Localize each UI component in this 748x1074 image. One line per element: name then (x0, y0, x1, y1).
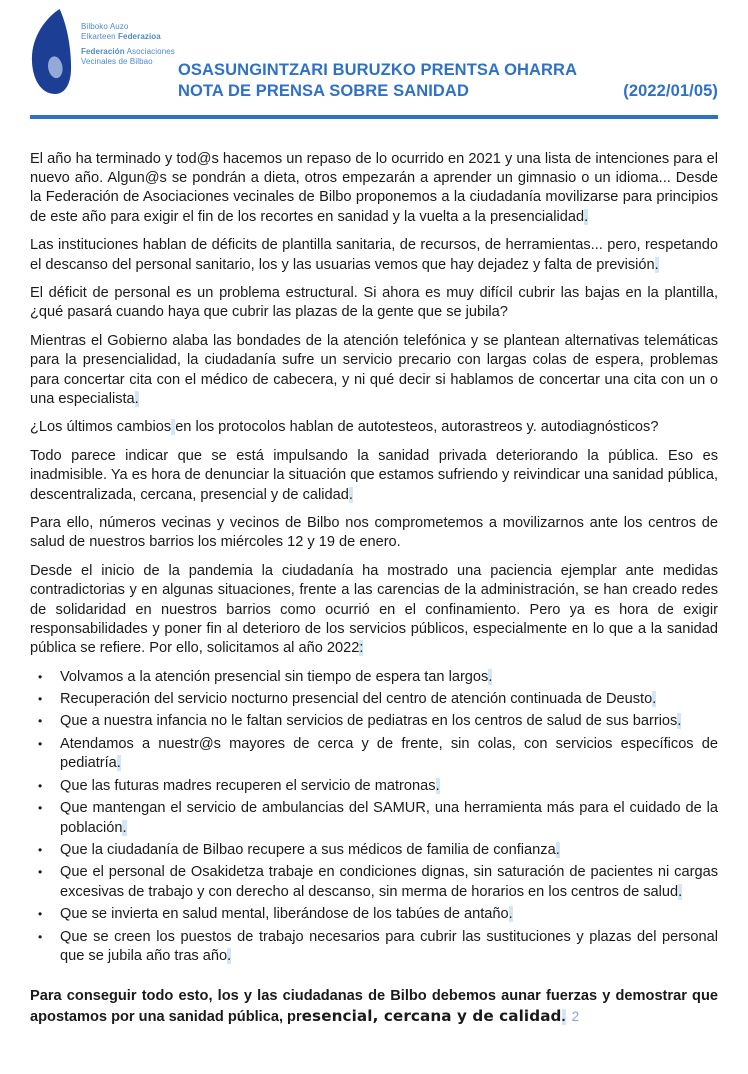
logo-text-basque: Bilboko Auzo Elkarteen Federazioa (81, 22, 161, 41)
federation-drop-logo-icon (30, 8, 72, 96)
list-item: • Que se invierta en salud mental, liberándose de los tabúes de antaño. (60, 905, 718, 924)
list-item: • Que la ciudadanía de Bilbao recupere a sus médicos de familia de confianza. (60, 841, 718, 860)
title-block (178, 60, 718, 102)
paragraph-5: ¿Los últimos cambios en los protocolos hablan de autotesteos, autorastreos y. autodiagnósticos? (30, 419, 659, 436)
paragraph-2: Las instituciones hablan de déficits de plantilla sanitaria, de recursos, de herramientas... pero, respetando el descanso del personal sanitario, los y las usuarias vemos que hay dejadez y falta de previsión. (30, 237, 718, 273)
paragraph-3: El déficit de personal es un problema estructural. Si ahora es muy difícil cubrir las bajas en la plantilla, ¿qué pasará cuando haya que cubrir las plazas de la gente que se jubila? (30, 285, 718, 321)
title-basque: OSASUNGINTZARI BURUZKO PRENTSA OHARRA (178, 61, 578, 79)
page-number: 2 (571, 1008, 580, 1024)
document-date: (2022/01/05) (623, 82, 718, 100)
header-divider (30, 115, 718, 119)
list-item: • Que las futuras madres recuperen el servicio de matronas. (60, 777, 718, 796)
list-item: • Atendamos a nuestr@s mayores de cerca y de frente, sin colas, con servicios específicos de pediatría. (60, 735, 718, 774)
paragraph-1: El año ha terminado y tod@s hacemos un repaso de lo ocurrido en 2021 y una lista de intenciones para el nuevo año. Algun@s se pondrán a dieta, otros empezarán a aprender un gimnasio o un idioma... Desde la Federación de Asociaciones vecinales de Bilbo proponemos a la ciudadanía movilizarse para principios de este año para exigir el fin de los recortes en sanidad y la vuelta a la presencialidad. (30, 151, 718, 225)
header (30, 8, 718, 106)
demands-list (30, 668, 718, 967)
list-item: • Volvamos a la atención presencial sin tiempo de espera tan largos. (60, 668, 718, 687)
paragraph-7: Para ello, números vecinas y vecinos de Bilbo nos comprometemos a movilizarnos ante los centros de salud de nuestros barrios los miércoles 12 y 19 de enero. (30, 515, 718, 551)
list-item: • Que a nuestra infancia no le faltan servicios de pediatras en los centros de salud de sus barrios. (60, 712, 718, 731)
paragraph-6: Todo parece indicar que se está impulsando la sanidad privada deteriorando la pública. Eso es inadmisible. Ya es hora de denunciar la situación que estamos sufriendo y reivindicar una sanidad pública, descentralizada, cercana, presencial y de calidad. (30, 448, 718, 503)
title-spanish: NOTA DE PRENSA SOBRE SANIDAD (178, 82, 469, 100)
document-body (30, 150, 718, 1027)
list-item: • Que mantengan el servicio de ambulancias del SAMUR, una herramienta más para el cuidado de la población. (60, 799, 718, 838)
logo-text (81, 22, 175, 67)
paragraph-4: Mientras el Gobierno alaba las bondades de la atención telefónica y se plantean alternativas telemáticas para la presencialidad, la ciudadanía sufre un servicio precario con largas colas de espera, problemas para concertar cita con el médico de cabecera, y ni qué decir si hablamos de concertar una cita con un o una especialista. (30, 333, 718, 407)
list-item: • Que se creen los puestos de trabajo necesarios para cubrir las sustituciones y plazas del personal que se jubila año tras año. (60, 928, 718, 967)
closing-paragraph: Para conseguir todo esto, los y las ciudadanas de Bilbo debemos aunar fuerzas y demostrar que apostamos por una sanidad pública, presencial, cercana y de calidad. 2 (30, 988, 718, 1025)
logo-text-spanish: Federación Asociaciones Vecinales de Bilbao (81, 47, 175, 66)
list-item: • Que el personal de Osakidetza trabaje en condiciones dignas, sin saturación de pacientes ni cargas excesivas de trabajo y con derecho al descanso, sin merma de horarios en los centros de salud. (60, 863, 718, 902)
paragraph-8: Desde el inicio de la pandemia la ciudadanía ha mostrado una paciencia ejemplar ante medidas contradictorias y en algunas situaciones, frente a las carencias de la administración, se han creado redes de solidaridad en nuestros barrios como ocurrió en el confinamiento. Pero ya es hora de exigir responsabilidades y poner fin al deterioro de los servicios públicos, especialmente en lo que a la sanidad pública se refiere. Por ello, solicitamos al año 2022: (30, 563, 718, 656)
logo (30, 8, 175, 96)
list-item: • Recuperación del servicio nocturno presencial del centro de atención continuada de Deusto. (60, 690, 718, 709)
